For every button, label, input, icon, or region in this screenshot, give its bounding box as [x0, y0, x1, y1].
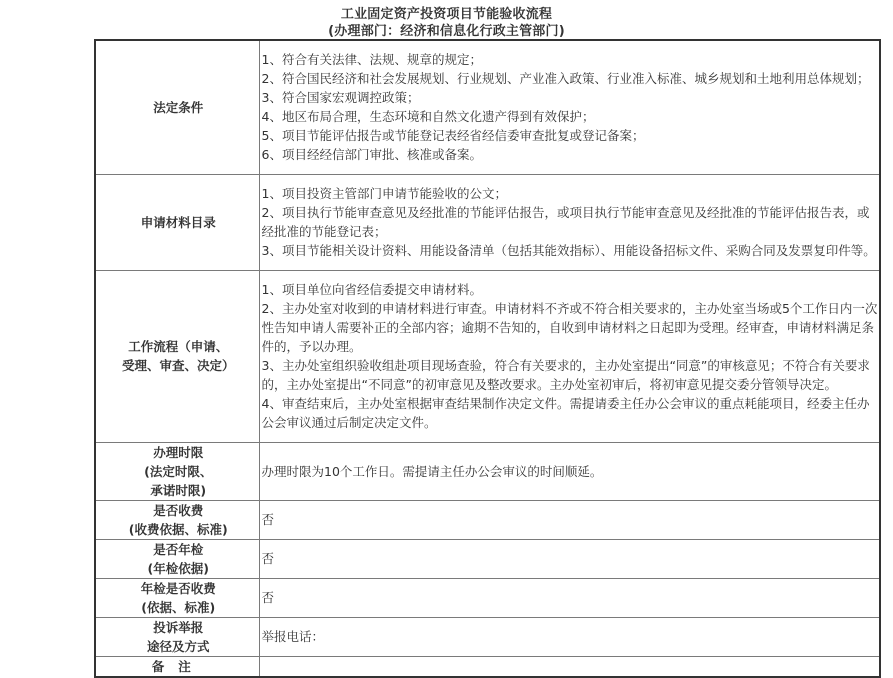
table-row-inspection-fee — [95, 578, 880, 617]
page-subtitle: (办理部门：经济和信息化行政主管部门) — [328, 24, 565, 39]
row-content — [259, 442, 880, 500]
row-content — [259, 500, 880, 539]
row-label-text: (年检依据) — [147, 560, 209, 576]
table-row-fee — [95, 500, 880, 539]
row-label — [95, 656, 259, 677]
page-title: 工业固定资产投资项目节能验收流程 — [340, 7, 553, 22]
row-label-text: 承诺时限) — [150, 482, 207, 498]
table-row-application-materials — [95, 174, 880, 270]
procedure-table — [94, 39, 881, 678]
table-row-remarks — [95, 656, 880, 677]
table-row-annual-inspection — [95, 539, 880, 578]
row-content — [259, 656, 880, 677]
row-content — [259, 40, 880, 174]
row-label-text: 法定条件 — [153, 99, 204, 115]
row-content — [259, 539, 880, 578]
row-label — [95, 40, 259, 174]
content-line: 3、项目节能相关设计资料、用能设备清单（包括其能效指标）、用能设备招标文件、采购合同及发票复印件等。 — [261, 243, 876, 258]
row-label-text: 备注 — [151, 658, 205, 674]
row-label-text: (法定时限、 — [144, 463, 213, 479]
row-label-text: 是否年检 — [153, 541, 204, 557]
content-line: 1、项目投资主管部门申请节能验收的公文； — [261, 186, 507, 201]
row-content — [259, 174, 880, 270]
row-label — [95, 500, 259, 539]
row-label — [95, 617, 259, 656]
content-line: 1、符合有关法律、法规、规章的规定； — [261, 52, 482, 68]
content-line: 2、符合国民经济和社会发展规划、行业规划、产业准入政策、行业准入标准、城乡规划和土地利用总体规划； — [261, 71, 870, 87]
row-label-text: 投诉举报 — [153, 619, 204, 635]
row-label — [95, 442, 259, 500]
table-row-workflow — [95, 270, 880, 442]
row-label-text: (依据、标准) — [141, 599, 216, 615]
table-row-time-limit — [95, 442, 880, 500]
content-line: 办理时限为10个工作日。需提请主任办公会审议的时间顺延。 — [261, 463, 603, 479]
content-line: 否 — [261, 551, 275, 566]
row-label-text: 年检是否收费 — [140, 580, 216, 596]
table-row-legal-conditions — [95, 40, 880, 174]
row-content — [259, 270, 880, 442]
row-content — [259, 578, 880, 617]
row-label-text: 是否收费 — [153, 502, 204, 518]
content-line: 3、主办处室组织验收组赴项目现场查验，符合有关要求的，主办处室提出“同意”的审核意见；不符合有关要求的，主办处室提出“不同意”的初审意见及整改要求。主办处室初审后，将初审意见提交委分管领导决定。 — [261, 358, 870, 392]
content-line: 6、项目经经信部门审批、核准或备案。 — [261, 147, 482, 163]
content-line: 否 — [261, 512, 275, 527]
row-label — [95, 174, 259, 270]
row-content — [259, 617, 880, 656]
content-line: 2、主办处室对收到的申请材料进行审查。申请材料不齐或不符合相关要求的，主办处室当场或5个工作日内一次性告知申请人需要补正的全部内容；逾期不告知的，自收到申请材料之日起即为受理。经审查，申请材料满足条件的，予以办理。 — [261, 301, 878, 354]
content-line: 2、项目执行节能审查意见及经批准的节能评估报告，或项目执行节能审查意见及经批准的节能评估报告表，或经批准的节能登记表； — [261, 205, 870, 239]
content-line: 4、地区布局合理，生态环境和自然文化遗产得到有效保护； — [261, 109, 595, 125]
table-row-complaint — [95, 617, 880, 656]
row-label — [95, 539, 259, 578]
content-line: 举报电话： — [261, 629, 325, 644]
row-label — [95, 270, 259, 442]
row-label-text: 申请材料目录 — [140, 214, 216, 230]
content-line: 否 — [261, 590, 275, 605]
content-line: 1、项目单位向省经信委提交申请材料。 — [261, 282, 482, 297]
row-label-text: 办理时限 — [153, 444, 204, 460]
row-label-text: (收费依据、标准) — [128, 521, 228, 537]
row-label-text: 受理、审查、决定） — [121, 358, 235, 373]
row-label — [95, 578, 259, 617]
content-line: 5、项目节能评估报告或节能登记表经省经信委审查批复或登记备案； — [261, 128, 645, 144]
content-line: 4、审查结束后，主办处室根据审查结果制作决定文件。需提请委主任办公会审议的重点耗能项目，经委主任办公会审议通过后制定决定文件。 — [261, 396, 870, 430]
content-line: 3、符合国家宏观调控政策； — [261, 90, 420, 106]
row-label-text: 途径及方式 — [146, 638, 210, 654]
row-label-text: 工作流程（申请、 — [128, 339, 229, 354]
